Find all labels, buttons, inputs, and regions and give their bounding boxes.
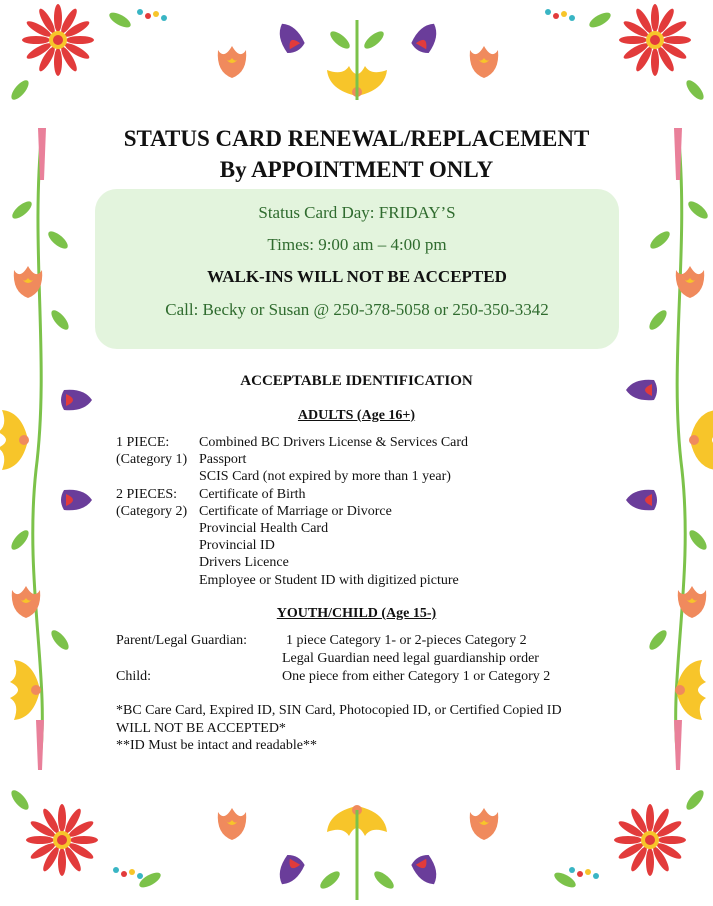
appointment-info-box bbox=[95, 189, 619, 349]
category-label: (Category 2) bbox=[116, 503, 188, 519]
note-line: *BC Care Card, Expired ID, SIN Card, Photocopied ID, or Certified Copied ID bbox=[116, 703, 562, 718]
page-subtitle: By APPOINTMENT ONLY bbox=[219, 157, 494, 182]
category-label: (Category 1) bbox=[116, 452, 188, 468]
adults-heading: ADULTS (Age 16+) bbox=[297, 408, 416, 423]
status-card-day: Status Card Day: FRIDAY’S bbox=[258, 203, 456, 222]
spacer bbox=[116, 650, 247, 668]
walkins-notice: WALK-INS WILL NOT BE ACCEPTED bbox=[207, 267, 507, 286]
list-item: SCIS Card (not expired by more than 1 year) bbox=[199, 469, 451, 485]
youth-heading: YOUTH/CHILD (Age 15-) bbox=[276, 606, 437, 621]
list-item: Provincial ID bbox=[199, 538, 275, 554]
category-label bbox=[116, 554, 187, 571]
page-title: STATUS CARD RENEWAL/REPLACEMENT bbox=[123, 126, 590, 151]
guardian-label: Parent/Legal Guardian: bbox=[116, 633, 248, 648]
category-label bbox=[116, 468, 187, 485]
guardian-order-note: Legal Guardian need legal guardianship order bbox=[282, 651, 539, 666]
category-label: 2 PIECES: bbox=[116, 486, 178, 502]
id-category-labels bbox=[116, 434, 187, 589]
list-item: Provincial Health Card bbox=[199, 520, 329, 536]
list-item: Passport bbox=[199, 452, 247, 468]
list-item: Certificate of Birth bbox=[199, 486, 306, 502]
child-label: Child: bbox=[116, 669, 152, 684]
identification-heading: ACCEPTABLE IDENTIFICATION bbox=[240, 373, 473, 389]
notes bbox=[116, 702, 562, 755]
note-line: **ID Must be intact and readable** bbox=[116, 738, 317, 753]
contact-phone: Call: Becky or Susan @ 250-378-5058 or 250-350-3342 bbox=[165, 300, 549, 319]
list-item: Combined BC Drivers License & Services Card bbox=[199, 435, 469, 450]
youth-requirements bbox=[282, 632, 550, 686]
note-line: WILL NOT BE ACCEPTED* bbox=[116, 720, 286, 736]
category-label: 1 PIECE: bbox=[116, 435, 170, 450]
guardian-requirement: 1 piece Category 1- or 2-pieces Category 2 bbox=[286, 633, 527, 648]
category-label bbox=[116, 537, 187, 554]
list-item: Drivers Licence bbox=[199, 555, 289, 571]
id-items-list bbox=[199, 434, 468, 589]
category-label bbox=[116, 520, 187, 537]
hours: Times: 9:00 am – 4:00 pm bbox=[267, 235, 447, 254]
list-item: Certificate of Marriage or Divorce bbox=[199, 503, 392, 519]
child-requirement: One piece from either Category 1 or Category 2 bbox=[282, 669, 551, 684]
youth-labels bbox=[116, 632, 247, 686]
category-label bbox=[116, 572, 187, 589]
list-item: Employee or Student ID with digitized picture bbox=[199, 572, 459, 588]
